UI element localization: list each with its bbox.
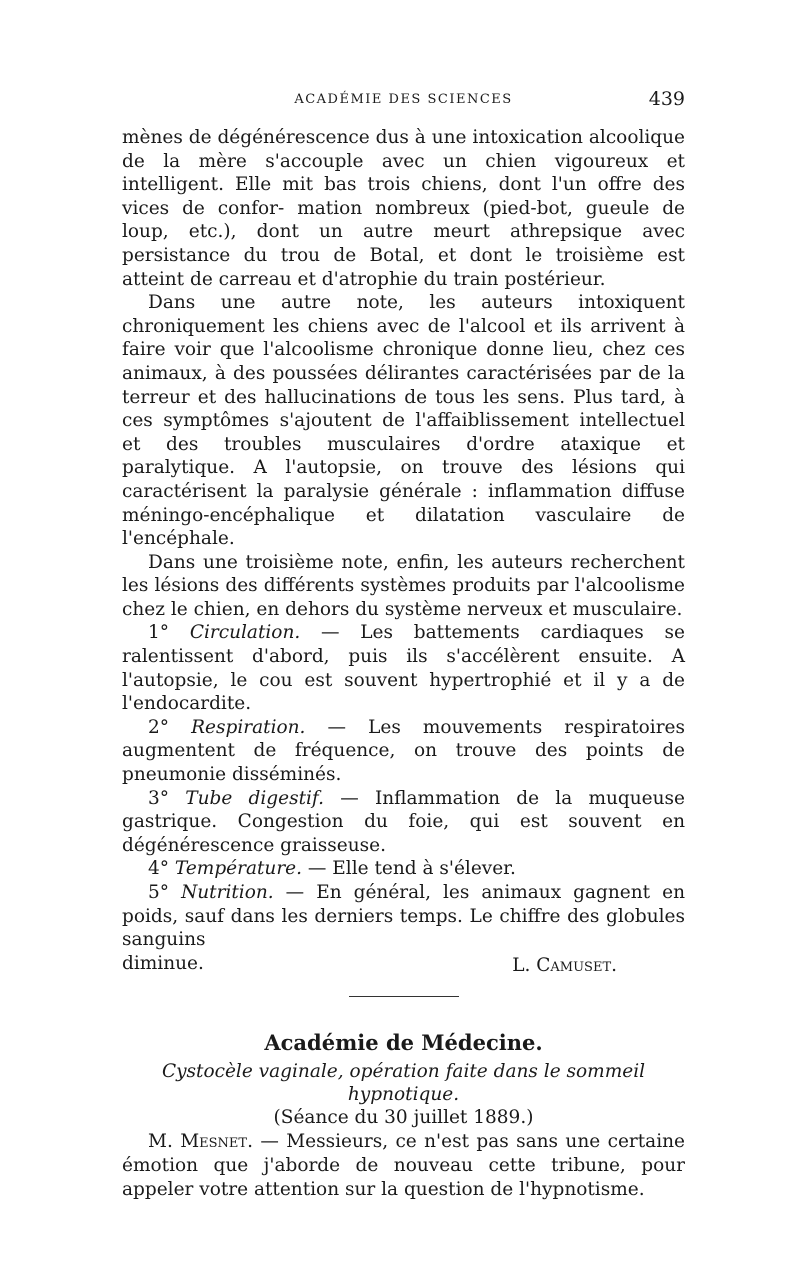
text-line: mènes de dégénérescence dus à une intoxication alcoolique: [122, 127, 685, 148]
item-number: 4°: [148, 858, 170, 880]
text-line: de la mère s'accouple avec un chien vigoureux et intelligent.: [122, 150, 685, 196]
item-number: 5°: [148, 882, 170, 903]
article-subtitle: Cystocèle vaginale, opération faite dans le sommeil hypnotique.: [161, 1061, 646, 1106]
item-number: 2°: [148, 716, 170, 738]
last-word: diminue.: [122, 952, 204, 974]
paragraph-1: [122, 126, 685, 291]
text-line: mation nombreux (pied-bot, gueule de loup, etc.), dont un: [122, 197, 685, 243]
signature-line: [122, 952, 685, 978]
section-divider: [349, 996, 459, 997]
paragraph-3: Dans une troisième note, enfin, les auteurs recherchent les lésions des différents systèmes produits par l'alcoolisme chez le chien, en dehors du système nerveux et musculaire.: [122, 551, 685, 620]
list-item-temperature: [122, 857, 685, 881]
page: [122, 90, 685, 1201]
text-body: [122, 126, 685, 1201]
paragraph-2: Dans une autre note, les auteurs intoxiquent chroniquement les chiens avec de l'alcool et ils arrivent à faire voir que l'alcoolisme chronique donne lieu, chez ces animaux, à des poussées délirantes caractérisées par de la terreur et des hallucinations de tous les sens. Plus tard, à ces symptômes s'ajoutent de l'affaiblissement intellectuel et des troubles musculaires d'ordre ataxique et paralytique. A l'autopsie, on trouve des lésions qui caractérisent la paralysie générale : inflammation diffuse méningo-encéphalique et dilatation vasculaire de l'encéphale.: [122, 292, 685, 550]
list-item-respiration: [122, 716, 685, 787]
item-text: — En général, les animaux gagnent en poids, sauf dans les derniers temps. Le chiffre des globules sanguins: [122, 882, 685, 951]
session-date: (Séance du 30 juillet 1889.): [273, 1107, 534, 1129]
text-line: train postérieur.: [453, 268, 606, 290]
speaker-name: M. Mesnet.: [148, 1131, 253, 1153]
final-paragraph: [122, 1130, 685, 1201]
list-item-circulation: [122, 621, 685, 715]
item-label: Nutrition.: [181, 882, 274, 903]
running-title: ACADÉMIE DES SCIENCES: [294, 92, 513, 107]
item-text: — Les mouvements respiratoires augmentent de fréquence, on trouve des points de pneumonie disséminés.: [122, 716, 685, 786]
list-item-nutrition: [122, 881, 685, 952]
item-label: Température.: [174, 858, 303, 880]
item-text: — Les battements cardiaques se ralentissent d'abord, puis ils s'accélèrent ensuite. A l'autopsie, le cou est souvent hypertrophié et il y a de l'endocardite.: [122, 622, 685, 715]
item-label: Tube digestif.: [185, 787, 324, 809]
item-label: Respiration.: [191, 716, 306, 738]
item-number: 1°: [148, 622, 170, 644]
section-title: Académie de Médecine.: [264, 1029, 543, 1055]
text-line: autre meurt athrepsique avec persistance du trou de Botal,: [122, 221, 685, 266]
item-text: — Inflammation de la muqueuse gastrique. Congestion du foie, qui est souvent en dégénérescence graisseuse.: [122, 787, 685, 856]
page-number: 439: [648, 88, 685, 110]
running-header: [122, 90, 685, 126]
item-number: 3°: [148, 787, 170, 809]
item-label: Circulation.: [189, 622, 301, 644]
item-text: — Elle tend à s'élever.: [302, 858, 516, 880]
speech-text: — Messieurs, ce n'est pas sans une certaine émotion que j'aborde de nouveau cette tribune, pour appeler votre attention sur la question de l'hypnotisme.: [122, 1131, 685, 1200]
text-line: Elle mit bas trois chiens, dont l'un offre des vices de confor-: [122, 174, 685, 219]
text-line: et dont le troisième est atteint de carreau et d'atrophie du: [122, 244, 685, 290]
author-signature: L. Camuset.: [512, 954, 617, 976]
list-item-tube-digestif: [122, 787, 685, 858]
